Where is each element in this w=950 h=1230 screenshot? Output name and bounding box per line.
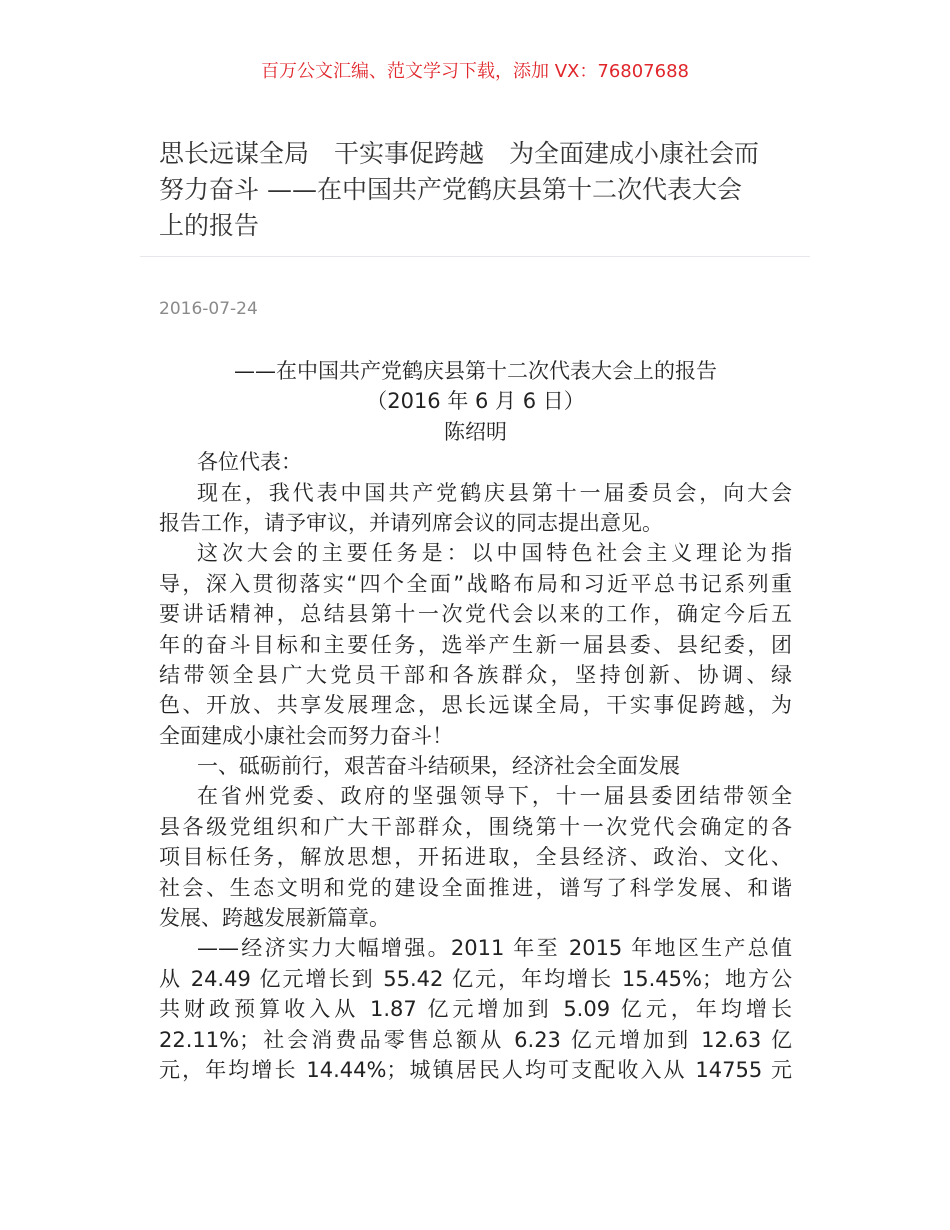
title-line: 努力奋斗 ——在中国共产党鹤庆县第十二次代表大会 [159,175,742,204]
body-text-line: 项目标任务，解放思想，开拓进取，全县经济、政治、文化、 [159,845,792,870]
body-text-line: 色、开放、共享发展理念，思长远谋全局，干实事促跨越，为 [159,693,792,718]
body-text-line: 陈绍明 [444,419,507,444]
body-text-line: 现在，我代表中国共产党鹤庆县第十一届委员会，向大会 [197,480,792,505]
promo-banner: 百万公文汇编、范文学习下载，添加 VX：76807688 [261,61,689,82]
body-text-line: 要讲话精神，总结县第十一次党代会以来的工作，确定今后五 [159,602,792,627]
title-line: 思长远谋全局 干实事促跨越 为全面建成小康社会而 [159,139,760,168]
body-text-line: 共财政预算收入从 1.87 亿元增加到 5.09 亿元，年均增长 [159,997,792,1022]
body-text-line: 全面建成小康社会而努力奋斗！ [159,723,453,748]
body-text-line: 报告工作，请予审议，并请列席会议的同志提出意见。 [159,510,663,535]
body-text-line: 这次大会的主要任务是：以中国特色社会主义理论为指 [197,541,792,566]
body-text-line: 县各级党组织和广大干部群众，围绕第十一次党代会确定的各 [159,814,792,839]
body-text-line: （2016 年 6 月 6 日） [366,389,585,414]
body-text-line: 元，年均增长 14.44%；城镇居民人均可支配收入从 14755 元 [159,1057,792,1082]
body-text-line: 发展、跨越发展新篇章。 [159,906,390,931]
body-text-line: ——经济实力大幅增强。2011 年至 2015 年地区生产总值 [197,936,792,961]
body-text-line: 一、砥砺前行，艰苦奋斗结硕果，经济社会全面发展 [197,754,680,779]
publish-date: 2016-07-24 [159,299,258,319]
body-text-line: 社会、生态文明和党的建设全面推进，谱写了科学发展、和谐 [159,875,792,900]
body-text-line: 结带领全县广大党员干部和各族群众，坚持创新、协调、绿 [159,662,792,687]
body-text-line: ——在中国共产党鹤庆县第十二次代表大会上的报告 [234,359,717,383]
title-line: 上的报告 [159,211,260,240]
body-text-line: 各位代表： [197,450,302,475]
article-body [159,356,792,1085]
body-text-line: 导，深入贯彻落实“四个全面”战略布局和习近平总书记系列重 [159,571,792,596]
body-text-line: 在省州党委、政府的坚强领导下，十一届县委团结带领全 [197,784,792,809]
body-text-line: 年的奋斗目标和主要任务，选举产生新一届县委、县纪委，团 [159,632,792,657]
body-text-line: 22.11%；社会消费品零售总额从 6.23 亿元增加到 12.63 亿 [159,1027,792,1052]
body-text-line: 从 24.49 亿元增长到 55.42 亿元，年均增长 15.45%；地方公 [159,966,792,991]
article-title [159,136,795,244]
title-divider [140,256,810,257]
